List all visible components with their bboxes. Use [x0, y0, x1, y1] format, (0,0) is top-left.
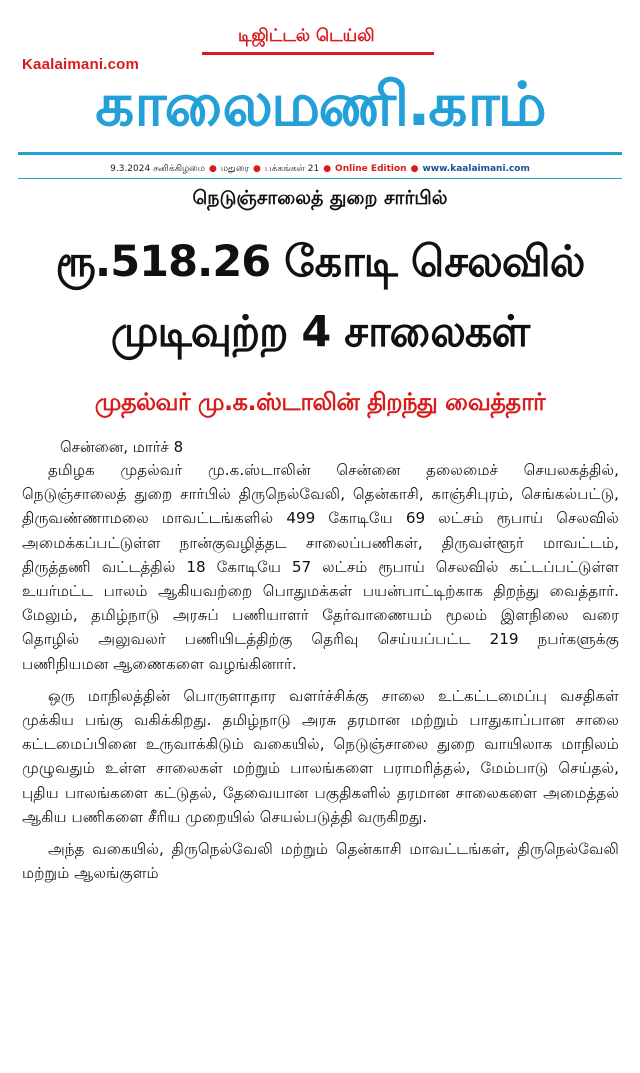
masthead-divider — [18, 152, 622, 155]
article-body — [22, 458, 619, 893]
masthead-tagline: டிஜிட்டல் டெய்லி — [238, 26, 375, 46]
edition-pages: பக்கங்கள் 21 — [264, 164, 320, 174]
masthead — [0, 0, 640, 160]
article-paragraph: அந்த வகையில், திருநெல்வேலி மற்றும் தென்காசி மாவட்டங்கள், திருநெல்வேலி மற்றும் ஆலங்குளம் — [22, 840, 619, 883]
bullet-icon: ● — [253, 164, 261, 174]
edition-label: Online Edition — [335, 164, 407, 174]
edition-info-line — [0, 160, 640, 178]
headline-line-1: ரூ.518.26 கோடி செலவில் — [55, 237, 585, 287]
bullet-icon: ● — [208, 164, 217, 174]
headline-line-2: முடிவுற்ற 4 சாலைகள் — [110, 307, 530, 357]
website-link[interactable]: www.kaalaimani.com — [422, 164, 530, 174]
bullet-icon: ● — [323, 164, 332, 174]
edition-date: 9.3.2024 சனிக்கிழமை — [110, 164, 205, 174]
edition-city: மதுரை — [220, 164, 250, 174]
bullet-icon: ● — [410, 164, 419, 174]
article-dateline: சென்னை, மார்ச் 8 — [60, 438, 184, 456]
edition-divider — [18, 178, 622, 179]
tagline-underline — [202, 52, 434, 55]
article-paragraph: தமிழக முதல்வர் மு.க.ஸ்டாலின் சென்னை தலைமைச் செயலகத்தில், நெடுஞ்சாலைத் துறை சார்பில் திருநெல்வேலி, தென்காசி, காஞ்சிபுரம், செங்கல்பட்டு, திருவண்ணாமலை மாவட்டங்களில் 499 கோடியே 69 லட்சம் ரூபாய் செலவில் அமைக்கப்பட்டுள்ள நான்குவழித்தட சாலைப்பணிகள், திருவள்ளூர் மாவட்டம், திருத்தணி வட்டத்தில் 18 கோடியே 57 லட்சம் ரூபாய் செலவில் கட்டப்பட்டுள்ள உயர்மட்ட பாலம் ஆகியவற்றை பொதுமக்கள் பயன்பாட்டிற்காக திறந்து வைத்தார். மேலும், தமிழ்நாடு அரசுப் பணியாளர் தேர்வாணையம் மூலம் இளநிலை வரை தொழில் அலுவலர் பணியிடத்திற்கு தெரிவு செய்யப்பட்ட 219 நபர்களுக்கு பணிநியமன ஆணைகளை வழங்கினார். — [22, 461, 619, 673]
article-kicker: நெடுஞ்சாலைத் துறை சார்பில் — [192, 187, 448, 209]
article-paragraph: ஒரு மாநிலத்தின் பொருளாதார வளர்ச்சிக்கு சாலை உட்கட்டமைப்பு வசதிகள் முக்கிய பங்கு வகிக்கிறது. தமிழ்நாடு அரசு தரமான மற்றும் பாதுகாப்பான சாலை கட்டமைப்பினை உருவாக்கிடும் வகையில், நெடுஞ்சாலை துறை வாயிலாக மாநிலம் முழுவதும் உள்ள சாலைகள் மற்றும் பாலங்களை பராமரித்தல், மேம்பாடு செய்தல், புதிய பாலங்களை கட்டுதல், தேவையான பகுதிகளில் தரமான சாலைகளை அமைத்தல் ஆகிய பணிகளை சீரிய முறையில் செயல்படுத்தி வருகிறது. — [22, 686, 619, 826]
brand-logo[interactable]: காலைமணி.காம் — [95, 70, 545, 140]
article-subheadline: முதல்வர் மு.க.ஸ்டாலின் திறந்து வைத்தார் — [94, 388, 546, 416]
site-url-label[interactable]: Kaalaimani.com — [22, 56, 140, 73]
